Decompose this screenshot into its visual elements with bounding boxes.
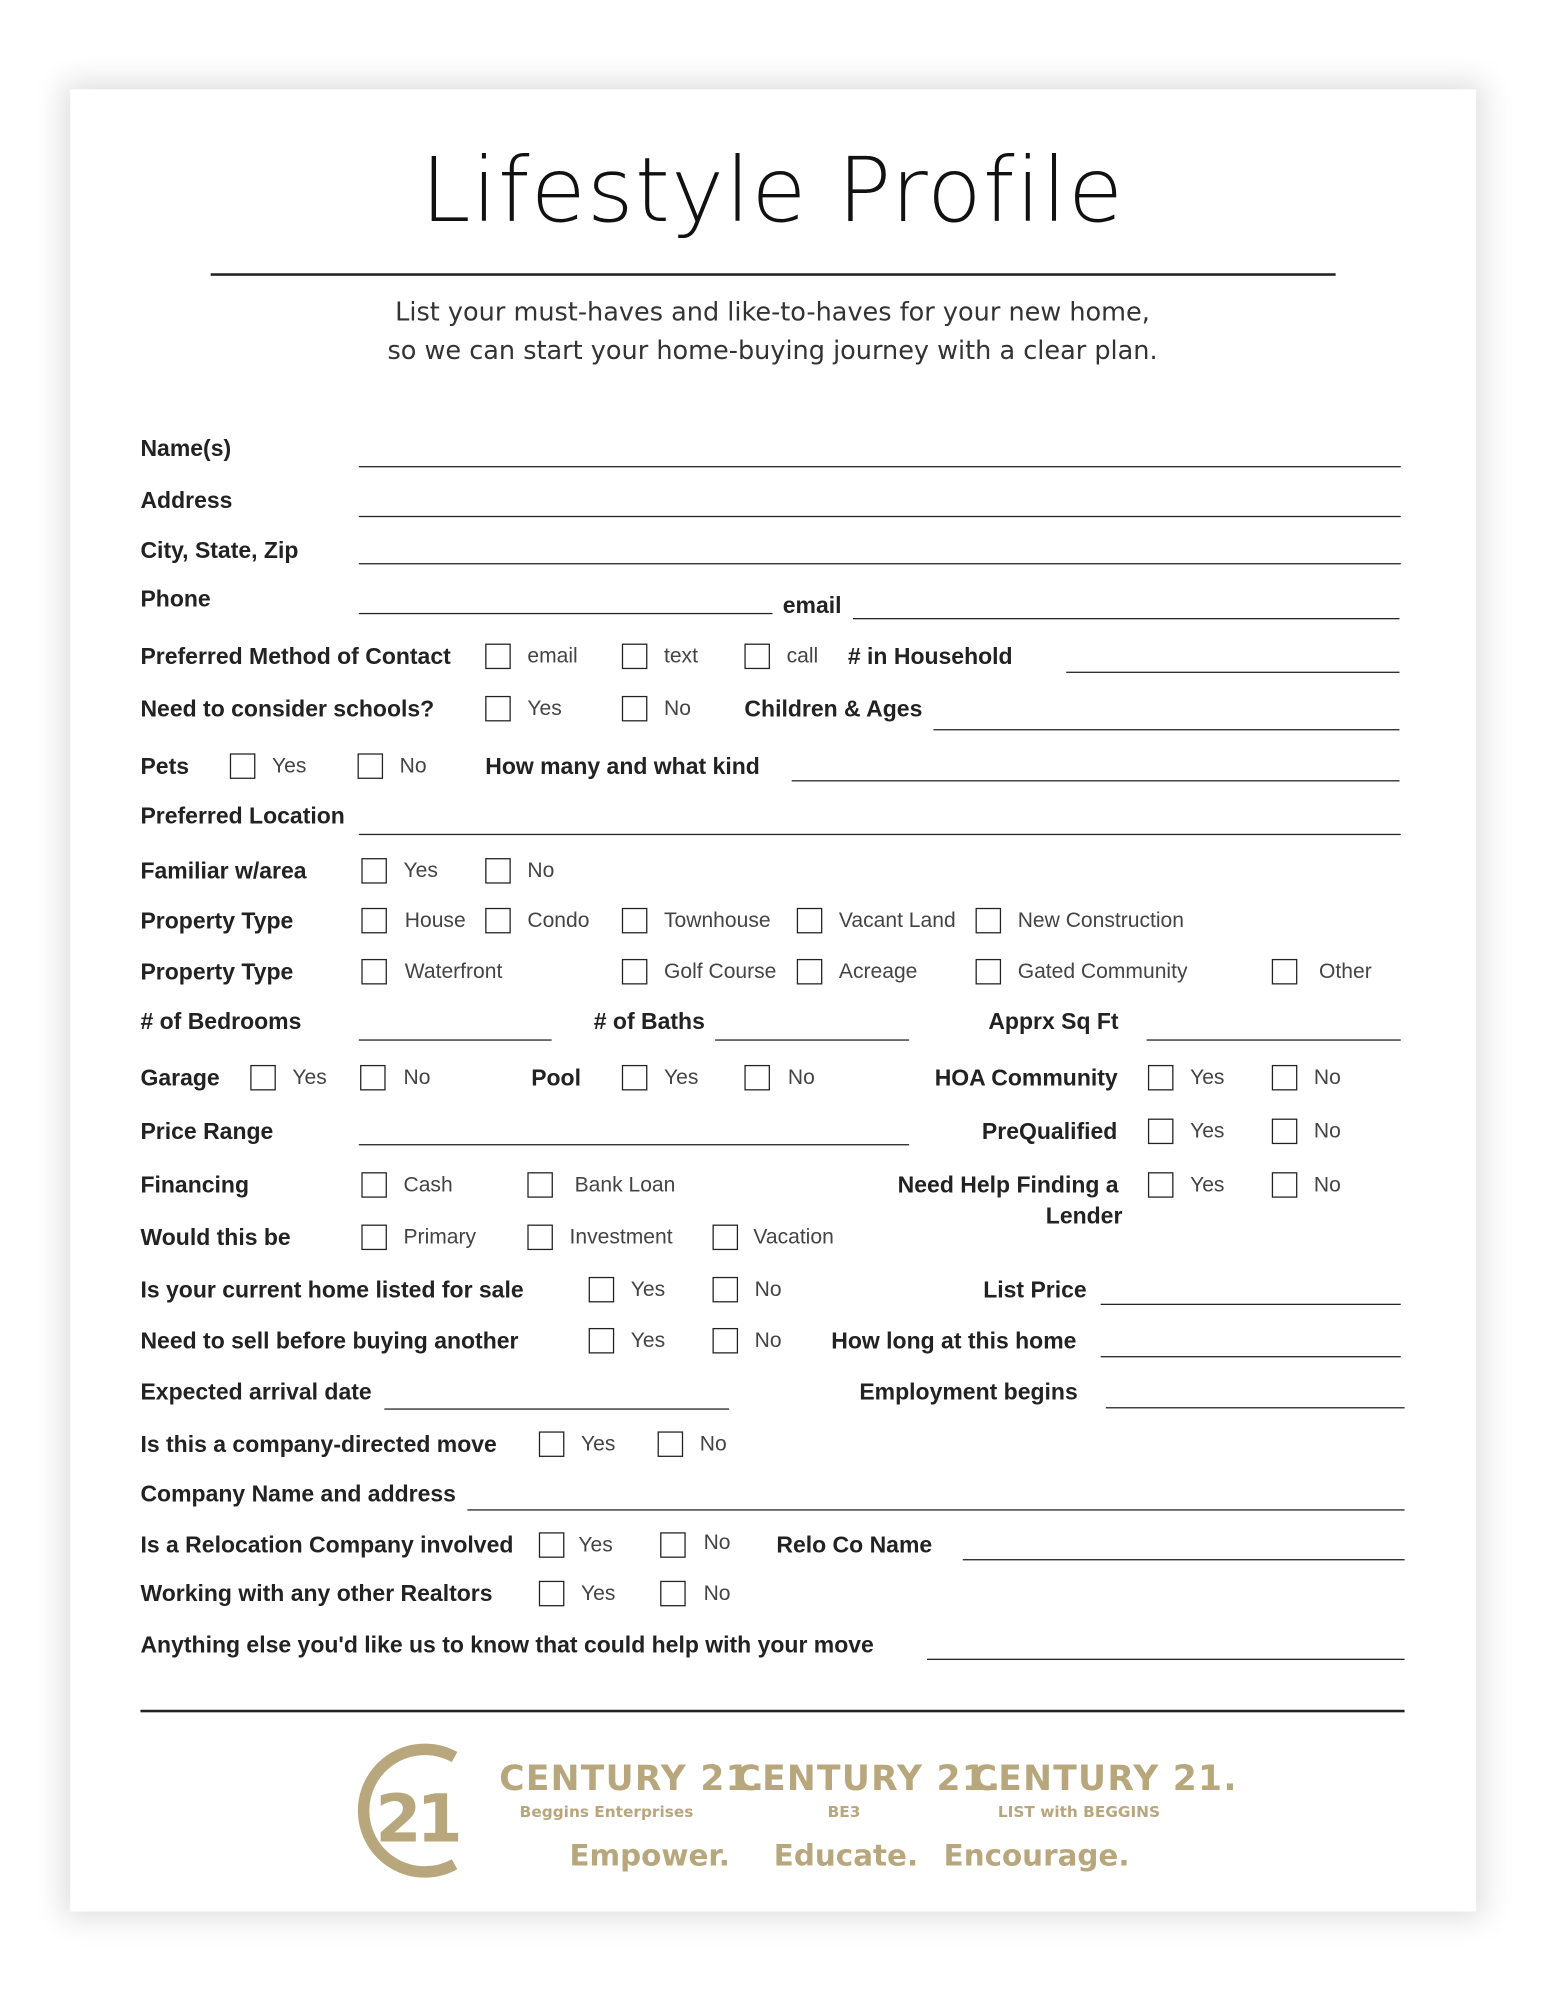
option-label: Yes [578, 1533, 613, 1557]
option-label: New Construction [1017, 909, 1184, 933]
pool-yes-checkbox[interactable] [622, 1065, 648, 1091]
field-label: Preferred Location [140, 803, 345, 829]
familiar-yes-checkbox[interactable] [361, 858, 387, 884]
garage-no-checkbox[interactable] [360, 1065, 386, 1091]
other-realtors-no-checkbox[interactable] [660, 1581, 686, 1607]
field-label: Financing [140, 1172, 249, 1198]
field-label: Preferred Method of Contact [140, 643, 451, 670]
list-price-input[interactable] [1101, 1304, 1401, 1306]
option-label: call [786, 644, 819, 668]
relocation-yes-checkbox[interactable] [539, 1532, 565, 1558]
field-label: Working with any other Realtors [140, 1580, 493, 1607]
golf-course-checkbox[interactable] [622, 959, 648, 985]
other-realtors-yes-checkbox[interactable] [539, 1581, 565, 1607]
option-label: Yes [630, 1329, 666, 1353]
familiar-no-checkbox[interactable] [485, 858, 511, 884]
employment-begins-input[interactable] [1106, 1407, 1405, 1409]
how-long-input[interactable] [1101, 1356, 1401, 1358]
vacant-land-checkbox[interactable] [797, 908, 823, 934]
field-label: Relo Co Name [776, 1532, 933, 1558]
field-label: HOA Community [934, 1064, 1118, 1091]
field-label: Name(s) [140, 435, 232, 461]
lender-help-yes-checkbox[interactable] [1148, 1172, 1174, 1198]
page-title: Lifestyle Profile [420, 137, 1125, 243]
household-input[interactable] [1066, 672, 1399, 674]
field-label: Anything else you'd like us to know that could help with your move [140, 1631, 874, 1658]
field-label: How many and what kind [485, 753, 760, 779]
brand-office-2: BE3 [827, 1802, 861, 1821]
field-label: Would this be [140, 1224, 291, 1251]
option-label: Yes [1190, 1119, 1225, 1143]
option-label: No [787, 1066, 815, 1090]
field-label: Lender [1045, 1202, 1123, 1229]
field-label: Price Range [140, 1118, 274, 1145]
gated-community-checkbox[interactable] [976, 959, 1002, 985]
option-label: No [754, 1278, 782, 1302]
option-label: No [1313, 1119, 1341, 1143]
new-construction-checkbox[interactable] [976, 908, 1002, 934]
option-label: Acreage [838, 960, 918, 984]
acreage-checkbox[interactable] [797, 959, 823, 985]
company-name-input[interactable] [467, 1509, 1404, 1511]
contact-text-checkbox[interactable] [622, 644, 648, 670]
pool-no-checkbox[interactable] [744, 1065, 770, 1091]
pets-kind-input[interactable] [792, 780, 1400, 782]
option-label: No [403, 1066, 431, 1090]
pets-yes-checkbox[interactable] [230, 753, 256, 779]
option-label: No [1313, 1173, 1341, 1197]
option-label: No [703, 1531, 731, 1554]
field-label: Is this a company-directed move [140, 1431, 497, 1457]
field-label: Pool [531, 1064, 581, 1091]
option-label: Vacant Land [838, 909, 956, 933]
address-input[interactable] [359, 516, 1401, 518]
option-label: Condo [527, 909, 590, 933]
option-label: Gated Community [1017, 960, 1188, 984]
email-input[interactable] [853, 618, 1400, 620]
other-checkbox[interactable] [1272, 959, 1298, 985]
contact-email-checkbox[interactable] [485, 644, 511, 670]
field-label: Employment begins [859, 1379, 1078, 1405]
baths-input[interactable] [715, 1039, 909, 1041]
option-label: Yes [1190, 1066, 1225, 1090]
price-range-input[interactable] [359, 1144, 909, 1146]
field-label: Company Name and address [140, 1481, 456, 1507]
field-label: List Price [983, 1276, 1087, 1303]
hoa-yes-checkbox[interactable] [1148, 1065, 1174, 1091]
c21-seal-text: 21 [375, 1779, 458, 1858]
option-label: Golf Course [663, 960, 777, 984]
prequalified-yes-checkbox[interactable] [1148, 1119, 1174, 1145]
option-label: No [703, 1582, 731, 1606]
option-label: No [699, 1432, 727, 1456]
listed-no-checkbox[interactable] [713, 1277, 739, 1303]
option-label: email [527, 644, 578, 668]
field-label: Need to sell before buying another [140, 1327, 519, 1354]
subtitle-line-2: so we can start your home-buying journey with a clear plan. [387, 334, 1158, 366]
c21-seal-logo [347, 1739, 468, 1882]
option-label: Cash [403, 1173, 453, 1197]
anything-else-input[interactable] [927, 1659, 1405, 1661]
field-label: Is your current home listed for sale [140, 1276, 524, 1303]
names-input[interactable] [359, 466, 1401, 468]
option-label: Townhouse [663, 909, 771, 933]
option-label: Yes [630, 1278, 666, 1302]
field-label: City, State, Zip [140, 537, 299, 564]
sell-first-no-checkbox[interactable] [713, 1328, 739, 1354]
field-label: How long at this home [831, 1327, 1077, 1354]
field-label: # in Household [847, 643, 1013, 670]
listed-yes-checkbox[interactable] [589, 1277, 615, 1303]
townhouse-checkbox[interactable] [622, 908, 648, 934]
contact-call-checkbox[interactable] [744, 644, 770, 670]
lender-help-no-checkbox[interactable] [1272, 1172, 1298, 1198]
field-label: Property Type [140, 907, 294, 934]
option-label: No [527, 859, 555, 883]
schools-yes-checkbox[interactable] [485, 696, 511, 722]
sqft-input[interactable] [1147, 1039, 1401, 1041]
field-label: Need to consider schools? [140, 695, 435, 722]
bank-loan-checkbox[interactable] [527, 1172, 553, 1198]
brand-office-3: LIST with BEGGINS [997, 1802, 1161, 1821]
tagline-empower: Empower. [569, 1840, 730, 1874]
investment-checkbox[interactable] [527, 1225, 553, 1251]
option-label: No [663, 697, 691, 721]
field-label: # of Bedrooms [140, 1008, 302, 1035]
field-label: PreQualified [981, 1118, 1118, 1145]
pets-no-checkbox[interactable] [358, 753, 384, 779]
prequalified-no-checkbox[interactable] [1272, 1119, 1298, 1145]
company-move-no-checkbox[interactable] [658, 1431, 684, 1457]
tagline-educate: Educate. [773, 1840, 919, 1874]
condo-checkbox[interactable] [485, 908, 511, 934]
option-label: No [1313, 1066, 1341, 1090]
option-label: Waterfront [404, 960, 503, 984]
brand-name-1: CENTURY 21. [499, 1759, 766, 1800]
field-label: Familiar w/area [140, 858, 307, 884]
field-label: Property Type [140, 958, 294, 985]
option-label: Vacation [753, 1225, 834, 1249]
company-move-yes-checkbox[interactable] [539, 1431, 565, 1457]
arrival-date-input[interactable] [384, 1408, 729, 1410]
phone-input[interactable] [359, 613, 773, 615]
field-label: Garage [140, 1064, 220, 1091]
house-checkbox[interactable] [361, 908, 387, 934]
field-label: Need Help Finding a [897, 1172, 1119, 1198]
brand-name-2: CENTURY 21. [735, 1759, 1002, 1800]
field-label: # of Baths [593, 1008, 705, 1035]
footer-divider [140, 1710, 1404, 1713]
field-label: Phone [140, 586, 211, 612]
preferred-location-input[interactable] [359, 834, 1401, 836]
cash-checkbox[interactable] [361, 1172, 387, 1198]
option-label: Yes [580, 1582, 616, 1606]
option-label: Yes [527, 697, 562, 721]
city-state-zip-input[interactable] [359, 563, 1401, 565]
option-label: Primary [403, 1225, 477, 1249]
option-label: Yes [271, 754, 307, 778]
schools-no-checkbox[interactable] [622, 696, 648, 722]
field-label: Address [140, 487, 233, 514]
hoa-no-checkbox[interactable] [1272, 1065, 1298, 1091]
brand-office-1: Beggins Enterprises [519, 1802, 694, 1821]
waterfront-checkbox[interactable] [361, 959, 387, 985]
field-label: Is a Relocation Company involved [140, 1532, 514, 1558]
children-ages-input[interactable] [933, 729, 1399, 731]
sell-first-yes-checkbox[interactable] [589, 1328, 615, 1354]
option-label: Yes [580, 1432, 616, 1456]
option-label: Investment [569, 1225, 673, 1249]
option-label: Yes [663, 1066, 699, 1090]
field-label: Expected arrival date [140, 1379, 372, 1405]
field-label: Apprx Sq Ft [988, 1008, 1119, 1035]
option-label: House [404, 909, 466, 933]
relo-co-name-input[interactable] [963, 1559, 1405, 1561]
option-label: Other [1319, 960, 1372, 984]
option-label: Yes [403, 859, 438, 883]
option-label: text [663, 644, 698, 668]
option-label: No [754, 1329, 782, 1353]
field-label: email [782, 592, 842, 619]
tagline-encourage: Encourage. [943, 1840, 1130, 1874]
relocation-no-checkbox[interactable] [660, 1532, 686, 1558]
title-divider [211, 273, 1336, 276]
field-label: Pets [140, 753, 190, 779]
option-label: Bank Loan [574, 1173, 676, 1197]
bedrooms-input[interactable] [359, 1039, 552, 1041]
vacation-checkbox[interactable] [713, 1225, 739, 1251]
field-label: Children & Ages [744, 695, 923, 722]
option-label: Yes [292, 1066, 327, 1090]
option-label: Yes [1190, 1173, 1225, 1197]
brand-name-3: CENTURY 21. [971, 1759, 1238, 1800]
option-label: No [399, 754, 427, 778]
subtitle-line-1: List your must-haves and like-to-haves for your new home, [395, 296, 1150, 327]
primary-checkbox[interactable] [361, 1225, 387, 1251]
garage-yes-checkbox[interactable] [250, 1065, 276, 1091]
